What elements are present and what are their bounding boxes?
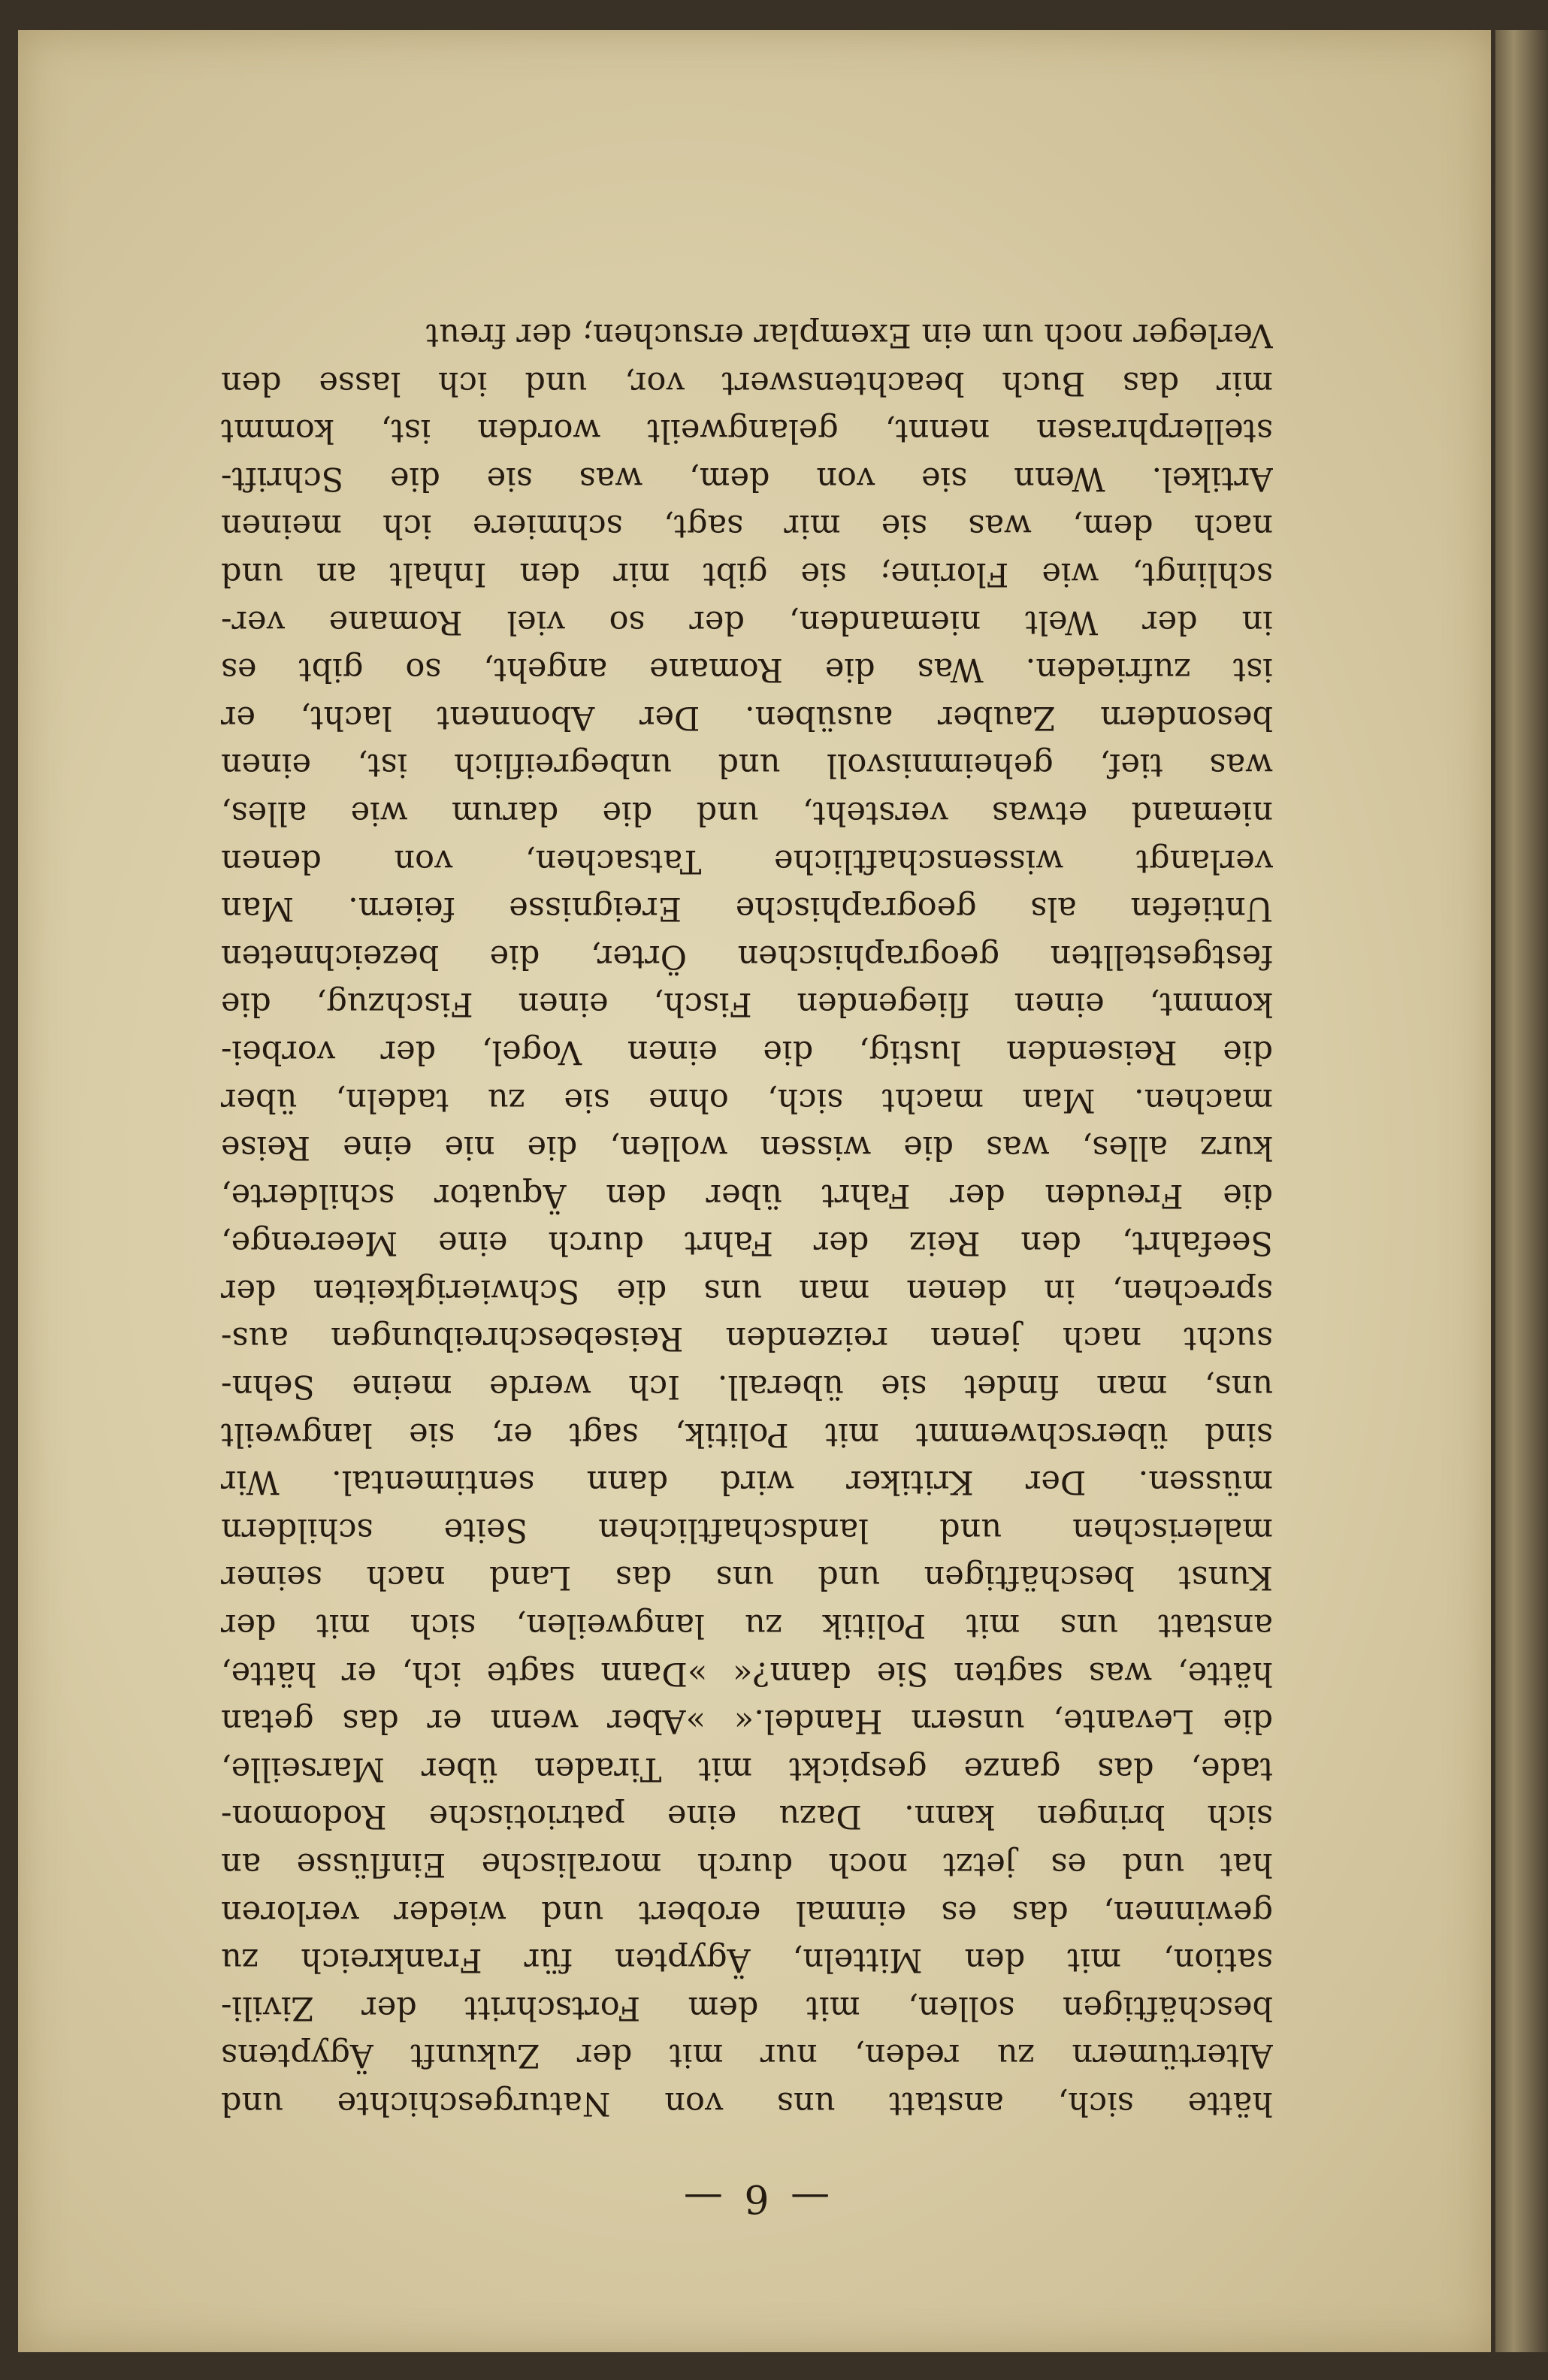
text-line: Untiefen als geographische Ereignisse feiern. Man (221, 890, 1273, 928)
text-line: stellerphrasen nennt, gelangweilt worden ist, kommt (221, 412, 1273, 450)
text-line: müssen. Der Kritiker wird dann sentimental. Wir (221, 1463, 1273, 1501)
text-line: die Levante, unsern Handel.« »Aber wenn er das getan (221, 1702, 1273, 1740)
text-line: hat und es jetzt noch durch moralische Einflüsse an (221, 1846, 1273, 1884)
text-line: Artikel. Wenn sie von dem, was sie die Schrift- (221, 459, 1273, 497)
book-page (18, 30, 1491, 2352)
text-line: gewinnen, das es einmal erobert und wieder verloren (221, 1893, 1273, 1931)
text-line: hätte, was sagten Sie dann?« »Dann sagte ich, er hätte, (221, 1654, 1273, 1692)
page-number: — 6 — (679, 2176, 830, 2221)
text-line: sucht nach jenen reizenden Reisebeschreibungen aus- (221, 1320, 1273, 1358)
text-line: Seefahrt, den Reiz der Fahrt durch eine Meerenge, (221, 1224, 1273, 1263)
text-line: Altertümern zu reden, nur mit der Zukunft Ägyptens (221, 2037, 1273, 2075)
text-line: sprechen, in denen man uns die Schwierigkeiten der (221, 1272, 1273, 1310)
text-line: die Freuden der Fahrt über den Äquator schilderte, (221, 1176, 1273, 1214)
text-line: Kunst beschäftigen und uns das Land nach seiner (221, 1559, 1273, 1597)
text-line: tade, das ganze gespickt mit Tiraden über Marseille, (221, 1749, 1273, 1788)
text-line: was tief, geheimnisvoll und unbegreiflich ist, einen (221, 746, 1273, 785)
text-line: kommt, einen fliegenden Fisch, einen Fischzug, die (221, 985, 1273, 1024)
text-line: festgestellten geographischen Örter, die bezeichneten (221, 937, 1273, 975)
body-text (221, 310, 1273, 2127)
text-line: sich bringen kann. Dazu eine patriotische Rodomon- (221, 1798, 1273, 1836)
text-line: niemand etwas versteht, und die darum wie alles, (221, 794, 1273, 832)
text-line: besondern Zauber ausüben. Der Abonnent lacht, er (221, 698, 1273, 736)
text-line: anstatt uns mit Politik zu langweilen, sich mit der (221, 1607, 1273, 1645)
text-line: machen. Man macht sich, ohne sie zu tadeln, über (221, 1081, 1273, 1119)
text-line: die Reisenden lustig, die einen Vogel, der vorbei- (221, 1033, 1273, 1071)
text-line: Verleger noch um ein Exemplar ersuchen; der freut (425, 316, 1273, 355)
text-line: in der Welt niemanden, der so viel Romane ver- (221, 603, 1273, 641)
text-line: malerischen und landschaftlichen Seite schildern (221, 1511, 1273, 1549)
rotated-page-content (18, 30, 1491, 2352)
text-line: hätte sich, anstatt uns von Naturgeschichte und (221, 2085, 1273, 2122)
text-line: schlingt, wie Florine; sie gibt mir den Inhalt an und (221, 555, 1273, 593)
text-line: kurz alles, was die wissen wollen, die nie eine Reise (221, 1129, 1273, 1167)
text-line: mir das Buch beachtenswert vor, und ich lasse den (221, 364, 1273, 402)
text-line: ist zufrieden. Was die Romane angeht, so gibt es (221, 651, 1273, 689)
text-line: sind überschwemmt mit Politik, sagt er, sie langweilt (221, 1415, 1273, 1453)
book-spine (1495, 30, 1548, 2352)
text-line: sation, mit den Mitteln, Ägypten für Frankreich zu (221, 1941, 1273, 1979)
text-line: uns, man findet sie überall. Ich werde meine Sehn- (221, 1368, 1273, 1406)
text-line: nach dem, was sie mir sagt, schmiere ich meinen (221, 507, 1273, 546)
text-line: beschäftigen sollen, mit dem Fortschritt der Zivili- (221, 1988, 1273, 2027)
text-line: verlangt wissenschaftliche Tatsachen, von denen (221, 842, 1273, 880)
